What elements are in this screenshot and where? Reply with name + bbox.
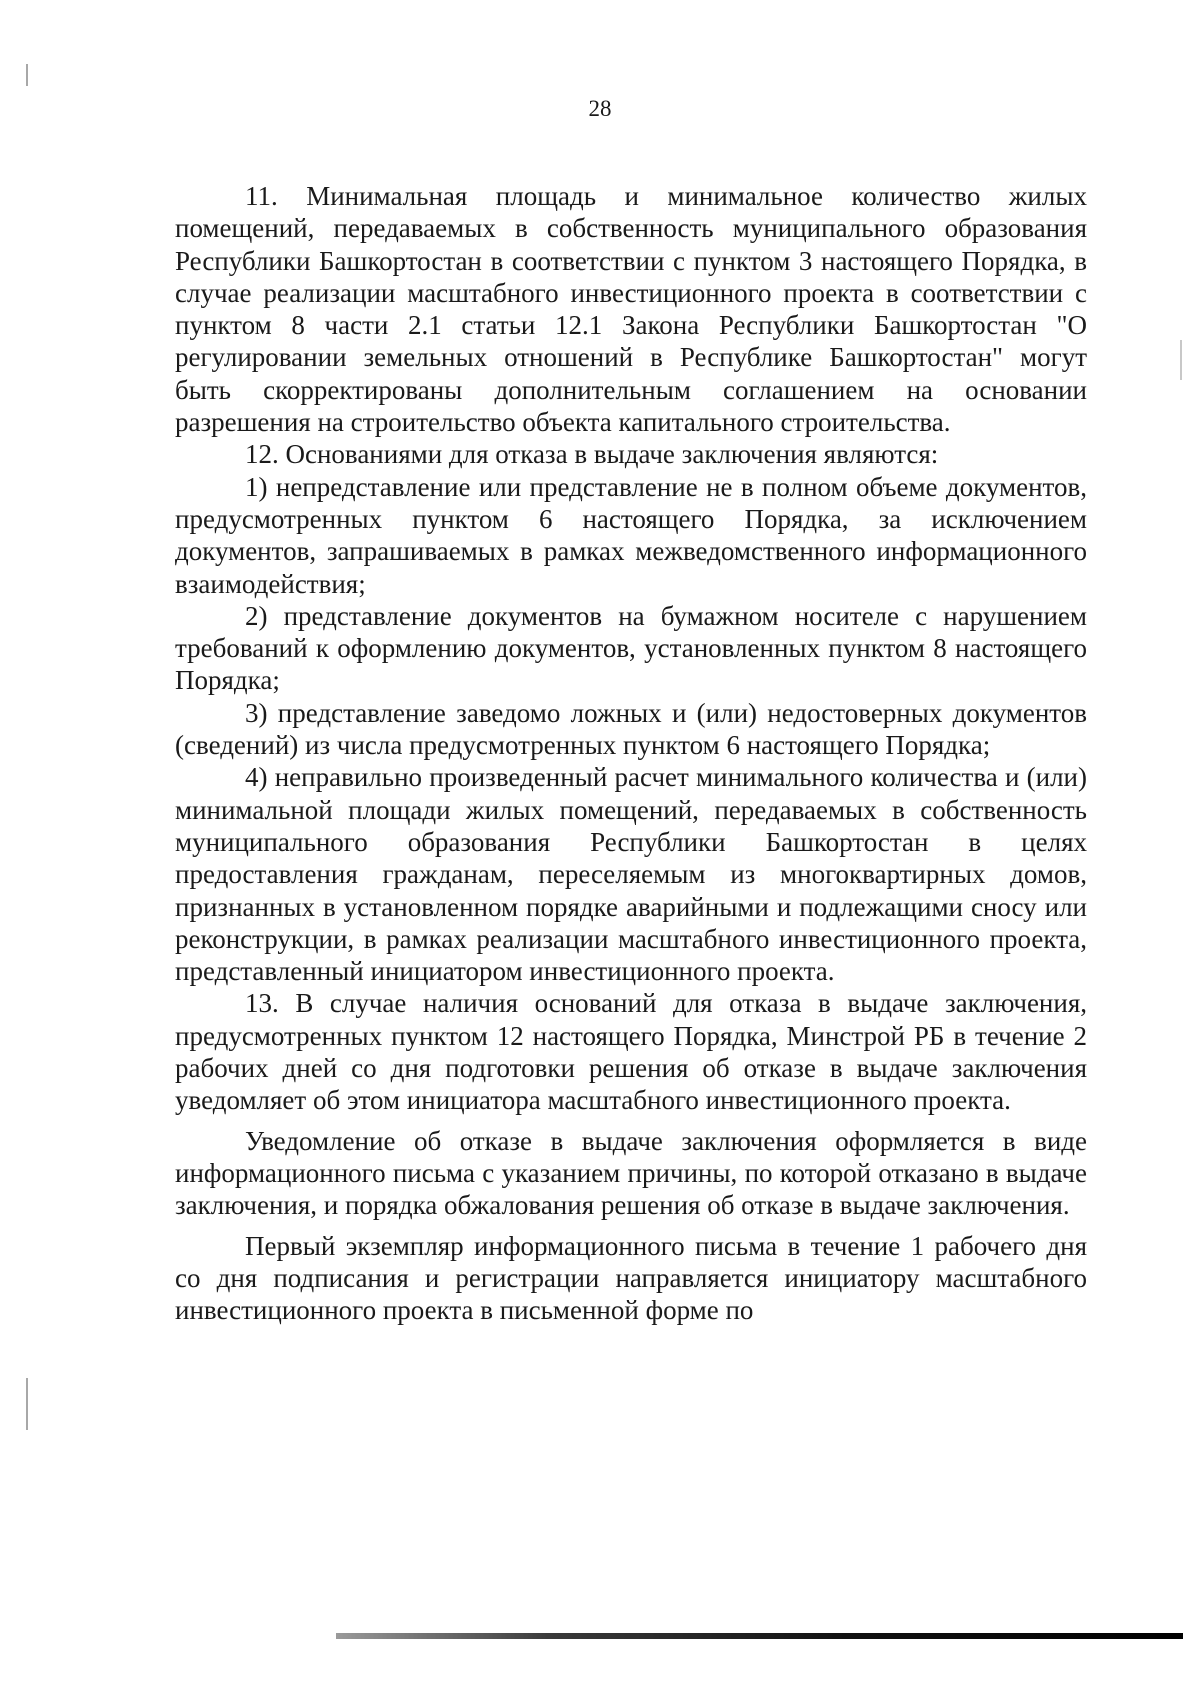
- scan-edge-mark-right: [1180, 340, 1182, 380]
- paragraph-12-item-2: 2) представление документов на бумажном носителе с нарушением требований к оформлению документов, установленных пунктом 8 настоящего Порядка;: [175, 600, 1087, 696]
- paragraph-11: 11. Минимальная площадь и минимальное количество жилых помещений, передаваемых в собственность муниципального образования Республики Башкортостан в соответствии с пунктом 3 настоящего Порядка, в случае реализации масштабного инвестиционного проекта в соответствии с пунктом 8 части 2.1 статьи 12.1 Закона Республики Башкортостан "О регулировании земельных отношений в Республике Башкортостан" могут быть скорректированы дополнительным соглашением на основании разрешения на строительство объекта капитального строительства.: [175, 181, 1087, 438]
- bottom-scan-bar: [336, 1633, 1183, 1639]
- page-number: 28: [588, 96, 612, 121]
- scan-edge-mark-bottom: [26, 1378, 28, 1430]
- document-body: [175, 180, 1087, 1326]
- paragraph-first-copy: Первый экземпляр информационного письма в течение 1 рабочего дня со дня подписания и регистрации направляется инициатору масштабного инвестиционного проекта в письменной форме по: [175, 1230, 1087, 1326]
- paragraph-12-item-4: 4) неправильно произведенный расчет минимального количества и (или) минимальной площади жилых помещений, передаваемых в собственность муниципального образования Республики Башкортостан в целях предоставления гражданам, переселяемым из многоквартирных домов, признанных в установленном порядке аварийными и подлежащими сносу или реконструкции, в рамках реализации масштабного инвестиционного проекта, представленный инициатором инвестиционного проекта.: [175, 762, 1087, 987]
- paragraph-13: 13. В случае наличия оснований для отказа в выдаче заключения, предусмотренных пунктом 12 настоящего Порядка, Минстрой РБ в течение 2 рабочих дней со дня подготовки решения об отказе в выдаче заключения уведомляет об этом инициатора масштабного инвестиционного проекта.: [175, 988, 1087, 1116]
- paragraph-notification: Уведомление об отказе в выдаче заключения оформляется в виде информационного письма с указанием причины, по которой отказано в выдаче заключения, и порядка обжалования решения об отказе в выдаче заключения.: [175, 1125, 1087, 1221]
- paragraph-12: 12. Основаниями для отказа в выдаче заключения являются:: [245, 439, 939, 470]
- paragraph-12-item-1: 1) непредставление или представление не в полном объеме документов, предусмотренных пунктом 6 настоящего Порядка, за исключением документов, запрашиваемых в рамках межведомственного информационного взаимодействия;: [175, 471, 1087, 599]
- paragraph-12-item-3: 3) представление заведомо ложных и (или) недостоверных документов (сведений) из числа предусмотренных пунктом 6 настоящего Порядка;: [175, 697, 1087, 761]
- scan-edge-mark-top: [26, 64, 28, 86]
